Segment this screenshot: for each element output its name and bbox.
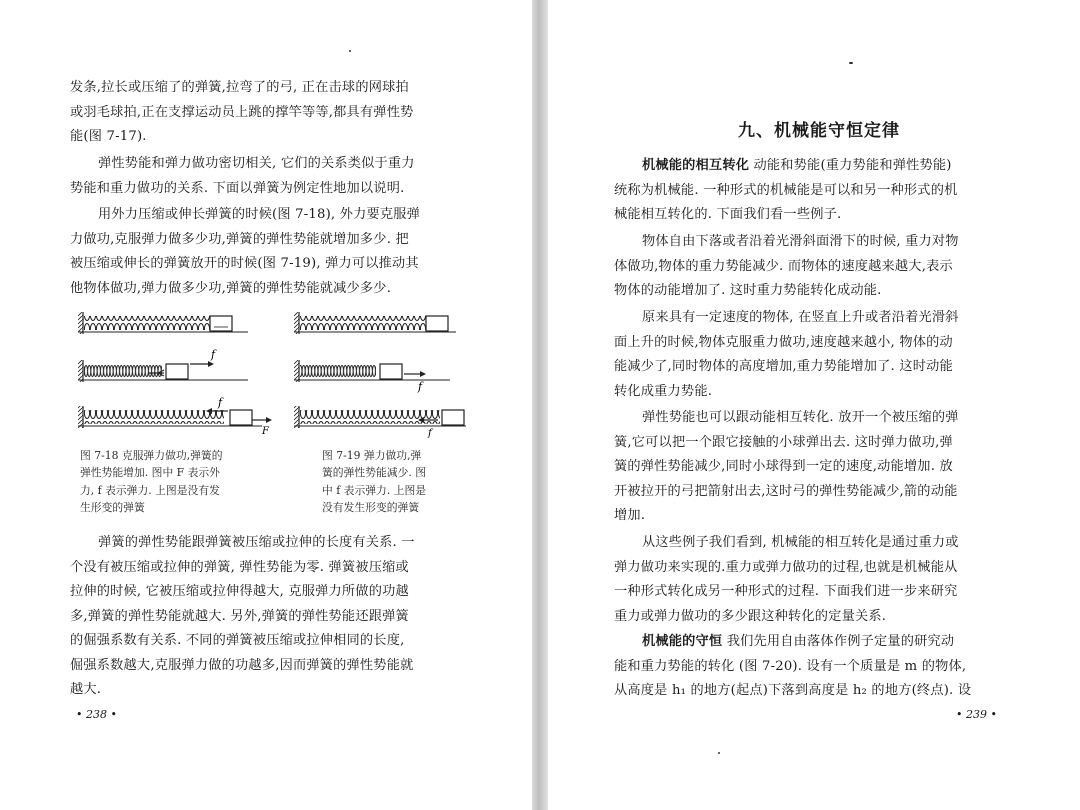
right-para-2 [614,230,1009,304]
wall [294,406,299,428]
speck [718,752,720,754]
page-number: • 238 • [76,708,117,721]
wall [78,360,83,382]
spring [300,316,426,330]
line: 图 7-18 克服弹力做功,弹簧的 [80,449,223,462]
speck [849,62,853,64]
line: 物体自由下落或者沿着光滑斜面滑下的时候, 重力对物 [642,234,959,249]
line: 多,弹簧的弹性势能就越大. 另外,弹簧的弹性势能还跟弹簧 [70,608,409,624]
spring [84,316,210,330]
right-para-6 [614,630,1009,704]
block [380,364,402,379]
line: 倔强系数越大,克服弹力做的功越多,因而弹簧的弹性势能就 [70,657,414,673]
label-f: f [418,380,423,393]
label-f: f [428,428,432,439]
fig-7-18-row-3 [78,396,272,437]
wall [78,406,83,428]
right-para-1 [614,154,1009,228]
arrow-head [208,361,214,367]
line: 图 7-19 弹力做功,弹 [322,449,422,462]
right-para-5 [614,531,1009,629]
fig-7-19-row-2 [294,360,450,393]
line: 能(图 7-17). [70,129,147,144]
block [166,364,188,379]
fig-7-18-row-2 [78,348,248,382]
block [210,316,232,331]
wall [78,312,83,334]
book-gutter [532,0,548,810]
line: 弹性势能和弹力做功密切相关, 它们的关系类似于重力 [98,156,415,171]
line: 面上升的时候,物体克服重力做功,速度越来越小, 物体的动 [614,334,953,350]
line: 簧,它可以把一个跟它接触的小球弹出去. 这时弹力做功,弹 [614,434,953,450]
line: 从高度是 h₁ 的地方(起点)下落到高度是 h₂ 的地方(终点). 设 [614,683,972,698]
spring [84,410,224,424]
line: 械能相互转化的. 下面我们看一些例子. [614,207,842,222]
spring [84,364,162,378]
arrow-head [266,417,272,423]
line: 力, f 表示弹力. 上图是没有发 [80,483,220,497]
block [426,316,448,331]
line: 开被拉开的弓把箭射出去,这时弓的弹性势能减少,箭的动能 [614,483,958,499]
speck [349,50,351,52]
line: 体做功,物体的重力势能减少. 而物体的速度越来越大,表示 [614,258,953,274]
line: 中 f 表示弹力. 上图是 [322,483,427,497]
line: 力做功,克服弹力做多少功,弹簧的弹性势能就增加多少. 把 [70,231,409,247]
right-page [548,0,1080,810]
line: 能和重力势能的转化 (图 7-20). 设有一个质量是 m 的物体, [614,658,967,674]
line: 弹簧的弹性势能跟弹簧被压缩或拉伸的长度有关系. 一 [98,535,415,550]
line: 能减少了,同时物体的高度增加,重力势能增加了. 这时动能 [614,359,953,374]
line: 簧的弹性势能减少. 图 [322,466,427,480]
line: 从这些例子我们看到, 机械能的相互转化是通过重力或 [642,535,959,550]
line: 个没有被压缩或拉伸的弹簧, 弹性势能为零. 弹簧被压缩或 [70,559,409,575]
line: 一种形式转化成另一种形式的过程. 下面我们进一步来研究 [614,584,958,599]
line: 弹力做功来实现的.重力或弹力做功的过程,也就是机械能从 [614,559,958,575]
line: 他物体做功,弹力做多少功,弹簧的弹性势能就减少多少. [70,280,392,296]
line: 用外力压缩或伸长弹簧的时候(图 7-18), 外力要克服弹 [98,207,421,222]
label-f: f [211,348,216,361]
line: 拉伸的时候, 它被压缩或拉伸得越大, 克服弹力所做的功越 [70,584,409,599]
right-para-3 [614,306,1009,404]
left-para-2 [70,152,475,201]
caption-fig-7-19 [322,447,472,517]
fig-7-19-row-1 [294,312,456,334]
line: 被压缩或伸长的弹簧放开的时候(图 7-19), 弹力可以推动其 [70,256,419,271]
label-f: f [218,396,223,409]
left-page [0,0,532,810]
fig-7-18-row-1 [78,312,248,334]
line: 势能和重力做功的关系. 下面以弹簧为例定性地加以说明. [70,180,405,196]
fig-7-19-row-3 [294,406,466,439]
spring-figures [78,308,468,442]
block [230,410,252,425]
line: 越大. [70,682,102,697]
block [442,410,464,425]
arrow-head [420,371,426,377]
line: 原来具有一定速度的物体, 在竖直上升或者沿着光滑斜 [642,310,959,325]
para-lead: 机械能的相互转化 [642,158,750,173]
left-para-3 [70,203,475,301]
line: 弹性势能也可以跟动能相互转化. 放开一个被压缩的弹 [642,410,959,425]
para-lead: 机械能的守恒 [642,634,723,649]
line: 的倔强系数有关系. 不同的弹簧被压缩或拉伸相同的长度, [70,633,405,648]
line: 转化成重力势能. [614,383,713,399]
wall [294,360,299,382]
section-title: 九、机械能守恒定律 [738,121,900,141]
para-text: 我们先用自由落体作例子定量的研究动 [722,634,955,649]
line: 统称为机械能. 一种形式的机械能是可以和另一种形式的机 [614,182,958,198]
left-para-4 [70,531,475,703]
para-text: 动能和势能(重力势能和弹性势能) [749,158,952,173]
line: 或羽毛球拍,正在支撑运动员上跳的撑竿等等,都具有弹性势 [70,104,414,120]
line [614,630,1009,655]
line: 生形变的弹簧 [80,501,145,515]
line [614,154,1009,179]
label-F: F [262,426,269,437]
line: 簧的弹性势能减少,同时小球得到一定的速度,动能增加. 放 [614,459,953,474]
line: 弹性势能增加. 图中 F 表示外 [80,466,220,480]
right-para-4 [614,406,1009,529]
line: 没有发生形变的弹簧 [322,501,420,515]
page-number: • 239 • [956,708,997,721]
line: 增加. [614,508,646,523]
spring [300,364,376,378]
spring [300,410,440,424]
line: 重力或弹力做功的多少跟这种转化的定量关系. [614,608,887,624]
left-para-1 [70,76,475,150]
wall [294,312,299,334]
caption-fig-7-18 [80,447,290,517]
line: 发条,拉长或压缩了的弹簧,拉弯了的弓, 正在击球的网球拍 [70,80,409,95]
line: 物体的动能增加了. 这时重力势能转化成动能. [614,283,882,298]
